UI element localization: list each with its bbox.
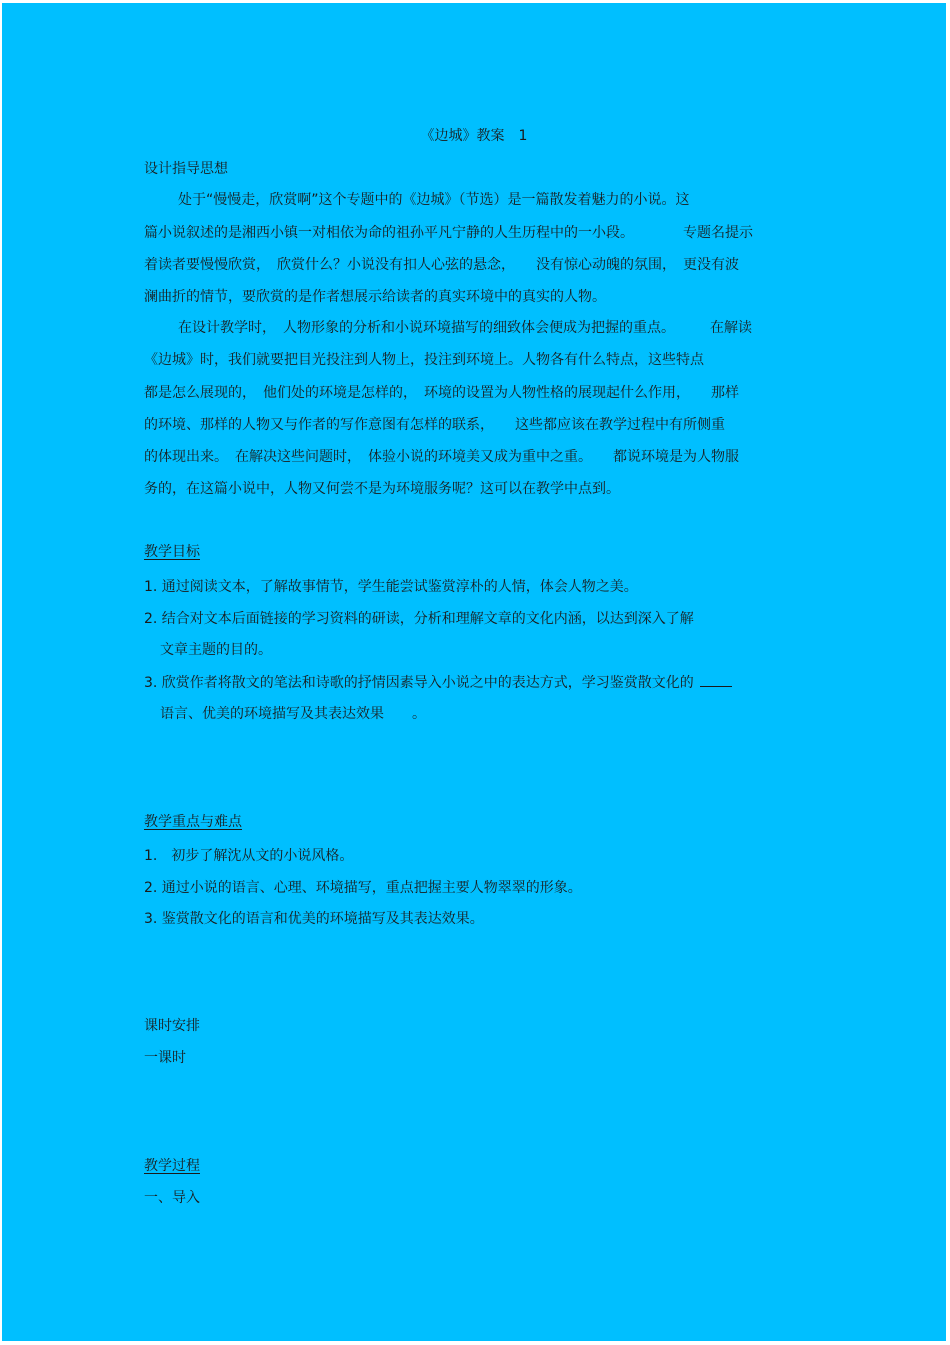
- paragraph-line: 《边城》时，我们就要把目光投注到人物上，投注到环境上。人物各有什么特点，这些特点: [144, 352, 704, 368]
- paragraph-line: 都是怎么展现的， 他们处的环境是怎样的， 环境的设置为人物性格的展现起什么作用， 那样: [144, 385, 739, 401]
- paragraph-line: 务的，在这篇小说中，人物又何尝不是为环境服务呢？这可以在教学中点到。: [144, 481, 620, 497]
- process-step: 一、导入: [144, 1190, 200, 1206]
- paragraph-line: 澜曲折的情节，要欣赏的是作者想展示给读者的真实环境中的真实的人物。: [144, 289, 606, 305]
- paragraph-line: 的环境、那样的人物又与作者的写作意图有怎样的联系， 这些都应该在教学过程中有所侧重: [144, 417, 725, 433]
- list-item: 1. 通过阅读文本，了解故事情节，学生能尝试鉴赏淳朴的人情，体会人物之美。: [144, 579, 638, 595]
- section-heading-process: 教学过程: [144, 1158, 200, 1174]
- section-heading-goals: 教学目标: [144, 544, 200, 560]
- list-item: 1. 初步了解沈从文的小说风格。: [144, 848, 354, 864]
- document-title: 《边城》教案 1: [420, 128, 528, 144]
- list-item: 2. 通过小说的语言、心理、环境描写，重点把握主要人物翠翠的形象。: [144, 880, 582, 896]
- paragraph-line: 篇小说叙述的是湘西小镇一对相依为命的祖孙平凡宁静的人生历程中的一小段。 专题名提示: [144, 225, 753, 241]
- section-heading-key-points: 教学重点与难点: [144, 814, 242, 830]
- list-item: 3. 欣赏作者将散文的笔法和诗歌的抒情因素导入小说之中的表达方式，学习鉴赏散文化的: [144, 674, 732, 692]
- section-heading-schedule: 课时安排: [144, 1018, 200, 1034]
- document-page: [2, 3, 946, 1341]
- list-item-continuation: 语言、优美的环境描写及其表达效果 。: [160, 706, 426, 722]
- list-item: 3. 鉴赏散文化的语言和优美的环境描写及其表达效果。: [144, 911, 484, 927]
- schedule-value: 一课时: [144, 1050, 186, 1066]
- paragraph-line: 着读者要慢慢欣赏， 欣赏什么？小说没有扣人心弦的悬念， 没有惊心动魄的氛围， 更没有波: [144, 257, 739, 273]
- paragraph-line: 的体现出来。 在解决这些问题时， 体验小说的环境美又成为重中之重。 都说环境是为人物服: [144, 449, 739, 465]
- section-heading-design: 设计指导思想: [144, 161, 228, 177]
- paragraph-line: 处于“慢慢走，欣赏啊”这个专题中的《边城》（节选）是一篇散发着魅力的小说。这: [178, 192, 690, 208]
- list-item: 2. 结合对文本后面链接的学习资料的研读，分析和理解文章的文化内涵，以达到深入了解: [144, 611, 694, 627]
- list-item-continuation: 文章主题的目的。: [160, 642, 272, 658]
- fill-blank: [700, 674, 732, 687]
- paragraph-line: 在设计教学时， 人物形象的分析和小说环境描写的细致体会便成为把握的重点。 在解读: [178, 320, 752, 336]
